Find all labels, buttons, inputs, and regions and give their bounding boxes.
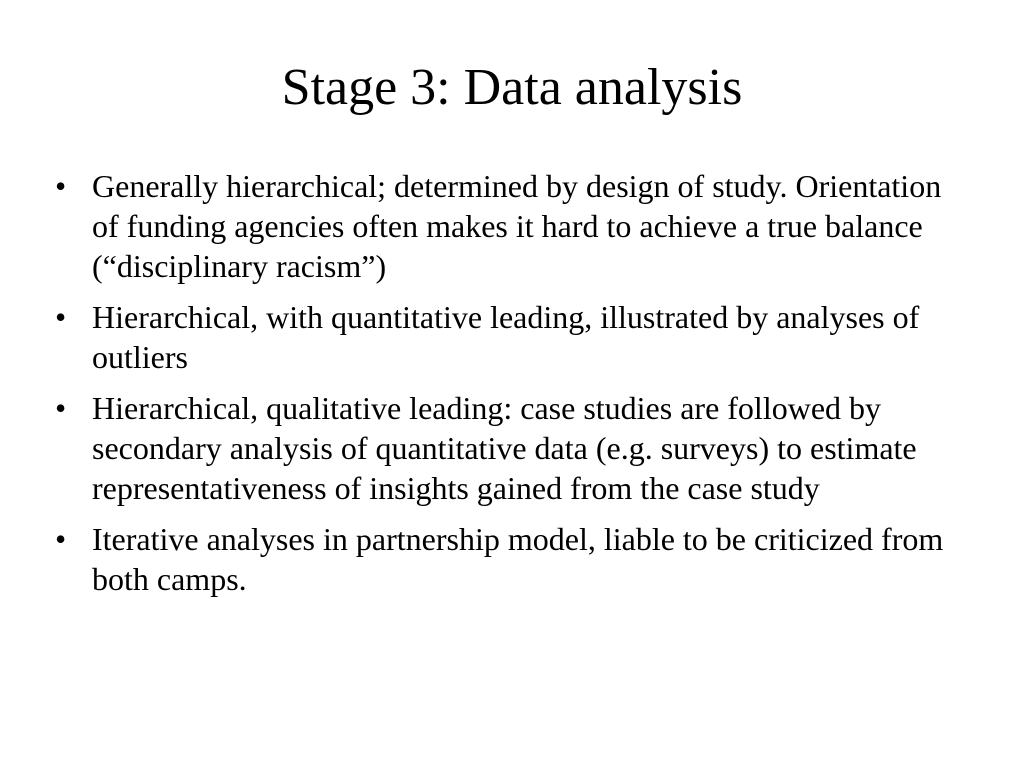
bullet-item [55,519,975,599]
bullet-item [55,297,975,377]
slide-title: Stage 3: Data analysis [281,59,743,116]
bullet-text: Generally hierarchical; determined by design of study. Orientation of funding agencies often makes it hard to achieve a true balance (“disciplinary racism”) [92,168,942,284]
bullet-icon: • [55,168,67,204]
bullet-text: Iterative analyses in partnership model, liable to be criticized from both camps. [92,521,944,597]
bullet-list [55,166,975,610]
bullet-text: Hierarchical, with quantitative leading, illustrated by analyses of outliers [92,299,920,375]
bullet-icon: • [55,390,67,426]
bullet-item [55,166,975,286]
bullet-text: Hierarchical, qualitative leading: case studies are followed by secondary analysis of quantitative data (e.g. surveys) to estimate representativeness of insights gained from the case study [92,390,917,506]
bullet-icon: • [55,521,67,557]
bullet-icon: • [55,299,67,335]
bullet-item [55,388,975,508]
